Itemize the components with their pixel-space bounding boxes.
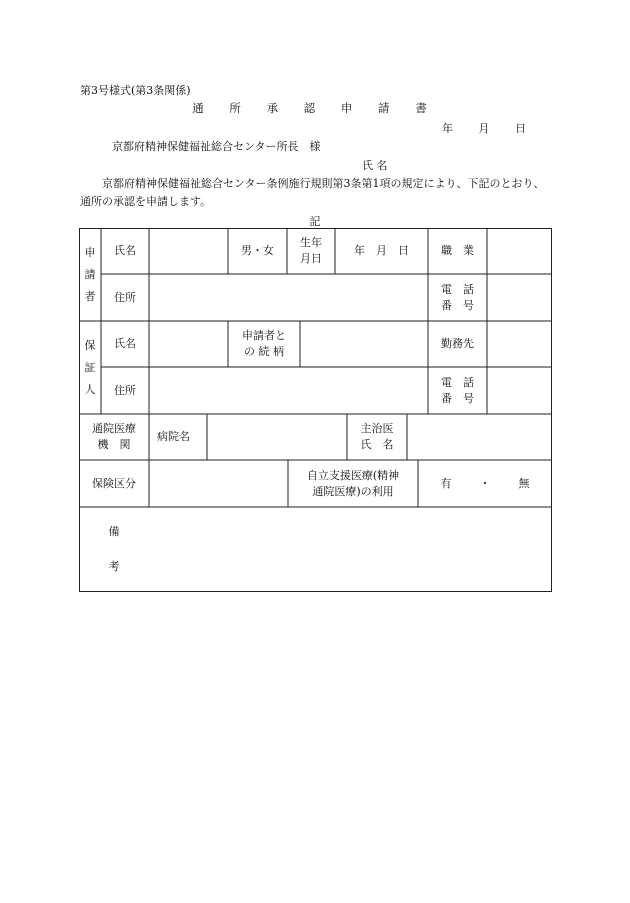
applicant-char-3: 者 <box>84 289 96 303</box>
birthdate-label-line-1: 生年 <box>300 236 322 249</box>
doctor-label-line-1: 主治医 <box>360 422 394 435</box>
guarantor-phone-label-line-1: 電 話 <box>441 375 474 389</box>
support-medical-choice[interactable] <box>418 460 552 507</box>
occupation-label: 職 業 <box>441 244 474 257</box>
support-medical-label <box>288 460 418 507</box>
hospital-name-label: 病院名 <box>157 430 190 443</box>
hospital-label-line-1: 通院医療 <box>92 422 136 435</box>
guarantor-phone-label <box>428 367 487 414</box>
applicant-phone-label <box>428 274 487 321</box>
hospital-name-field[interactable] <box>207 414 347 460</box>
form-number: 第3号様式(第3条関係) <box>80 84 191 97</box>
insurance-field[interactable] <box>149 460 288 507</box>
document-title: 通 所 承 認 申 請 書 <box>192 101 438 115</box>
no-option[interactable]: 無 <box>518 476 530 490</box>
yes-option[interactable]: 有 <box>440 476 452 490</box>
addressee: 京都府精神保健福祉総合センター所長 様 <box>112 140 321 153</box>
ki-heading: 記 <box>309 215 321 228</box>
guarantor-address-label: 住所 <box>114 383 136 397</box>
guarantor-phone-label-line-2: 番 号 <box>441 391 474 405</box>
relation-label-line-2: の 続 柄 <box>244 345 284 358</box>
guarantor-char-2: 証 <box>84 360 96 374</box>
guarantor-name-field[interactable] <box>149 321 228 367</box>
date-line: 年 月 日 <box>442 122 526 135</box>
sex-choice[interactable]: 男・女 <box>241 244 274 257</box>
applicant-name-label: 氏 名 <box>362 159 388 172</box>
applicant-address-label: 住所 <box>114 290 136 304</box>
workplace-label: 勤務先 <box>441 337 474 350</box>
insurance-label: 保険区分 <box>92 476 136 490</box>
guarantor-char-3: 人 <box>84 382 96 396</box>
hospital-label-line-2: 機 関 <box>97 438 131 451</box>
relation-label <box>228 321 300 367</box>
applicant-char-2: 請 <box>84 267 96 281</box>
birthdate-label <box>287 228 335 274</box>
doctor-name-field[interactable] <box>407 414 552 460</box>
guarantor-group-label <box>79 321 101 414</box>
support-medical-label-line-1: 自立支援医療(精神 <box>306 468 400 482</box>
applicant-phone-label-line-2: 番 号 <box>441 298 474 312</box>
applicant-phone-label-line-1: 電 話 <box>441 282 474 296</box>
guarantor-phone-field[interactable] <box>487 367 552 414</box>
remarks-char-1: 備 <box>108 525 120 539</box>
workplace-field[interactable] <box>487 321 552 367</box>
body-paragraph: 京都府精神保健福祉総合センター条例施行規則第3条第1項の規定により、下記のとおり、通所の承認を申請します。 <box>80 177 545 208</box>
doctor-label-line-2: 氏 名 <box>360 438 394 451</box>
birthdate-field[interactable]: 年 月 日 <box>354 244 409 257</box>
relation-field[interactable] <box>300 321 428 367</box>
guarantor-address-field[interactable] <box>149 367 428 414</box>
hospital-label <box>79 414 149 460</box>
application-form-table <box>79 228 552 592</box>
applicant-group-label <box>79 228 101 321</box>
remarks-label <box>79 507 149 592</box>
applicant-name-label-cell: 氏名 <box>114 244 136 257</box>
birthdate-label-line-2: 月日 <box>300 252 322 265</box>
applicant-address-field[interactable] <box>149 274 428 321</box>
applicant-name-field[interactable] <box>149 228 228 274</box>
remarks-field[interactable] <box>149 507 552 592</box>
occupation-field[interactable] <box>487 228 552 274</box>
guarantor-name-label: 氏名 <box>114 337 136 350</box>
doctor-label <box>347 414 407 460</box>
guarantor-char-1: 保 <box>84 338 96 352</box>
support-medical-label-line-2: 通院医療)の利用 <box>312 484 394 498</box>
relation-label-line-1: 申請者と <box>242 329 286 342</box>
applicant-char-1: 申 <box>84 245 96 259</box>
remarks-char-2: 考 <box>108 559 120 573</box>
choice-separator: ・ <box>479 476 491 490</box>
applicant-phone-field[interactable] <box>487 274 552 321</box>
